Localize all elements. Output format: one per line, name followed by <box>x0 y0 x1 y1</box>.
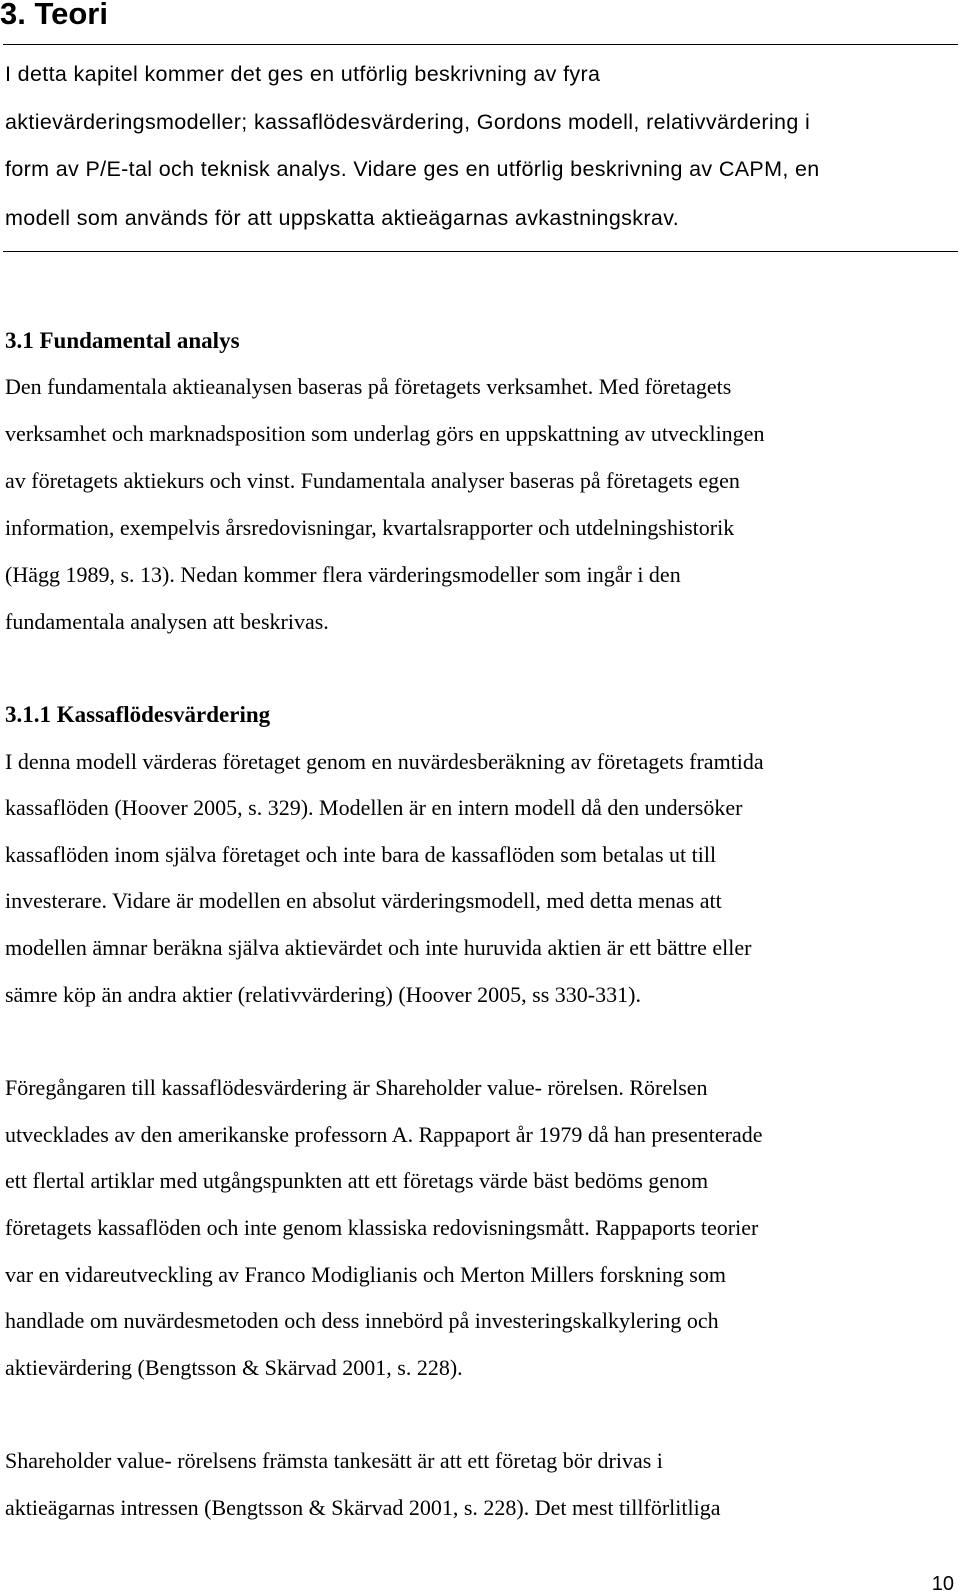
body-line: Den fundamentala aktieanalysen baseras på företagets verksamhet. Med företagets <box>5 374 732 399</box>
section-heading-3-1-1: 3.1.1 Kassaflödesvärdering <box>5 702 271 727</box>
body-line: Föregångaren till kassaflödesvärdering är Shareholder value- rörelsen. Rörelsen <box>5 1075 708 1100</box>
body-line: av företagets aktiekurs och vinst. Fundamentala analyser baseras på företagets egen <box>5 468 740 493</box>
body-line: modellen ämnar beräkna själva aktievärdet och inte huruvida aktien är ett bättre eller <box>5 935 752 960</box>
body-line: var en vidareutveckling av Franco Modiglianis och Merton Millers forskning som <box>5 1262 726 1287</box>
body-line: handlade om nuvärdesmetoden och dess innebörd på investeringskalkylering och <box>5 1308 719 1333</box>
intro-line: aktievärderingsmodeller; kassaflödesvärdering, Gordons modell, relativvärdering i <box>5 110 811 134</box>
intro-line: form av P/E-tal och teknisk analys. Vidare ges en utförlig beskrivning av CAPM, en <box>5 157 820 181</box>
intro-divider <box>3 251 958 252</box>
section-heading-3-1: 3.1 Fundamental analys <box>5 328 240 353</box>
body-line: kassaflöden (Hoover 2005, s. 329). Modellen är en intern modell då den undersöker <box>5 795 743 820</box>
body-line: aktievärdering (Bengtsson & Skärvad 2001, s. 228). <box>5 1355 463 1380</box>
intro-line: I detta kapitel kommer det ges en utförlig beskrivning av fyra <box>5 62 601 86</box>
body-line: kassaflöden inom själva företaget och inte bara de kassaflöden som betalas ut till <box>5 842 717 867</box>
body-line: information, exempelvis årsredovisningar, kvartalsrapporter och utdelningshistorik <box>5 515 735 540</box>
body-line: investerare. Vidare är modellen en absolut värderingsmodell, med detta menas att <box>5 888 722 913</box>
body-line: utvecklades av den amerikanske professorn A. Rappaport år 1979 då han presenterade <box>5 1122 763 1147</box>
top-divider <box>3 44 958 45</box>
chapter-title: 3. Teori <box>0 0 108 31</box>
body-line: aktieägarnas intressen (Bengtsson & Skärvad 2001, s. 228). Det mest tillförlitliga <box>5 1495 721 1520</box>
body-line: fundamentala analysen att beskrivas. <box>5 609 329 634</box>
intro-line: modell som används för att uppskatta aktieägarnas avkastningskrav. <box>5 206 680 230</box>
body-line: (Hägg 1989, s. 13). Nedan kommer flera värderingsmodeller som ingår i den <box>5 562 681 587</box>
body-line: I denna modell värderas företaget genom en nuvärdesberäkning av företagets framtida <box>5 749 764 774</box>
page-number: 10 <box>931 1573 954 1595</box>
body-line: sämre köp än andra aktier (relativvärdering) (Hoover 2005, ss 330-331). <box>5 982 641 1007</box>
body-line: verksamhet och marknadsposition som underlag görs en uppskattning av utvecklingen <box>5 421 765 446</box>
body-line: företagets kassaflöden och inte genom klassiska redovisningsmått. Rappaports teorier <box>5 1215 759 1240</box>
body-line: Shareholder value- rörelsens främsta tankesätt är att ett företag bör drivas i <box>5 1448 663 1473</box>
body-line: ett flertal artiklar med utgångspunkten att ett företags värde bäst bedöms genom <box>5 1168 709 1193</box>
